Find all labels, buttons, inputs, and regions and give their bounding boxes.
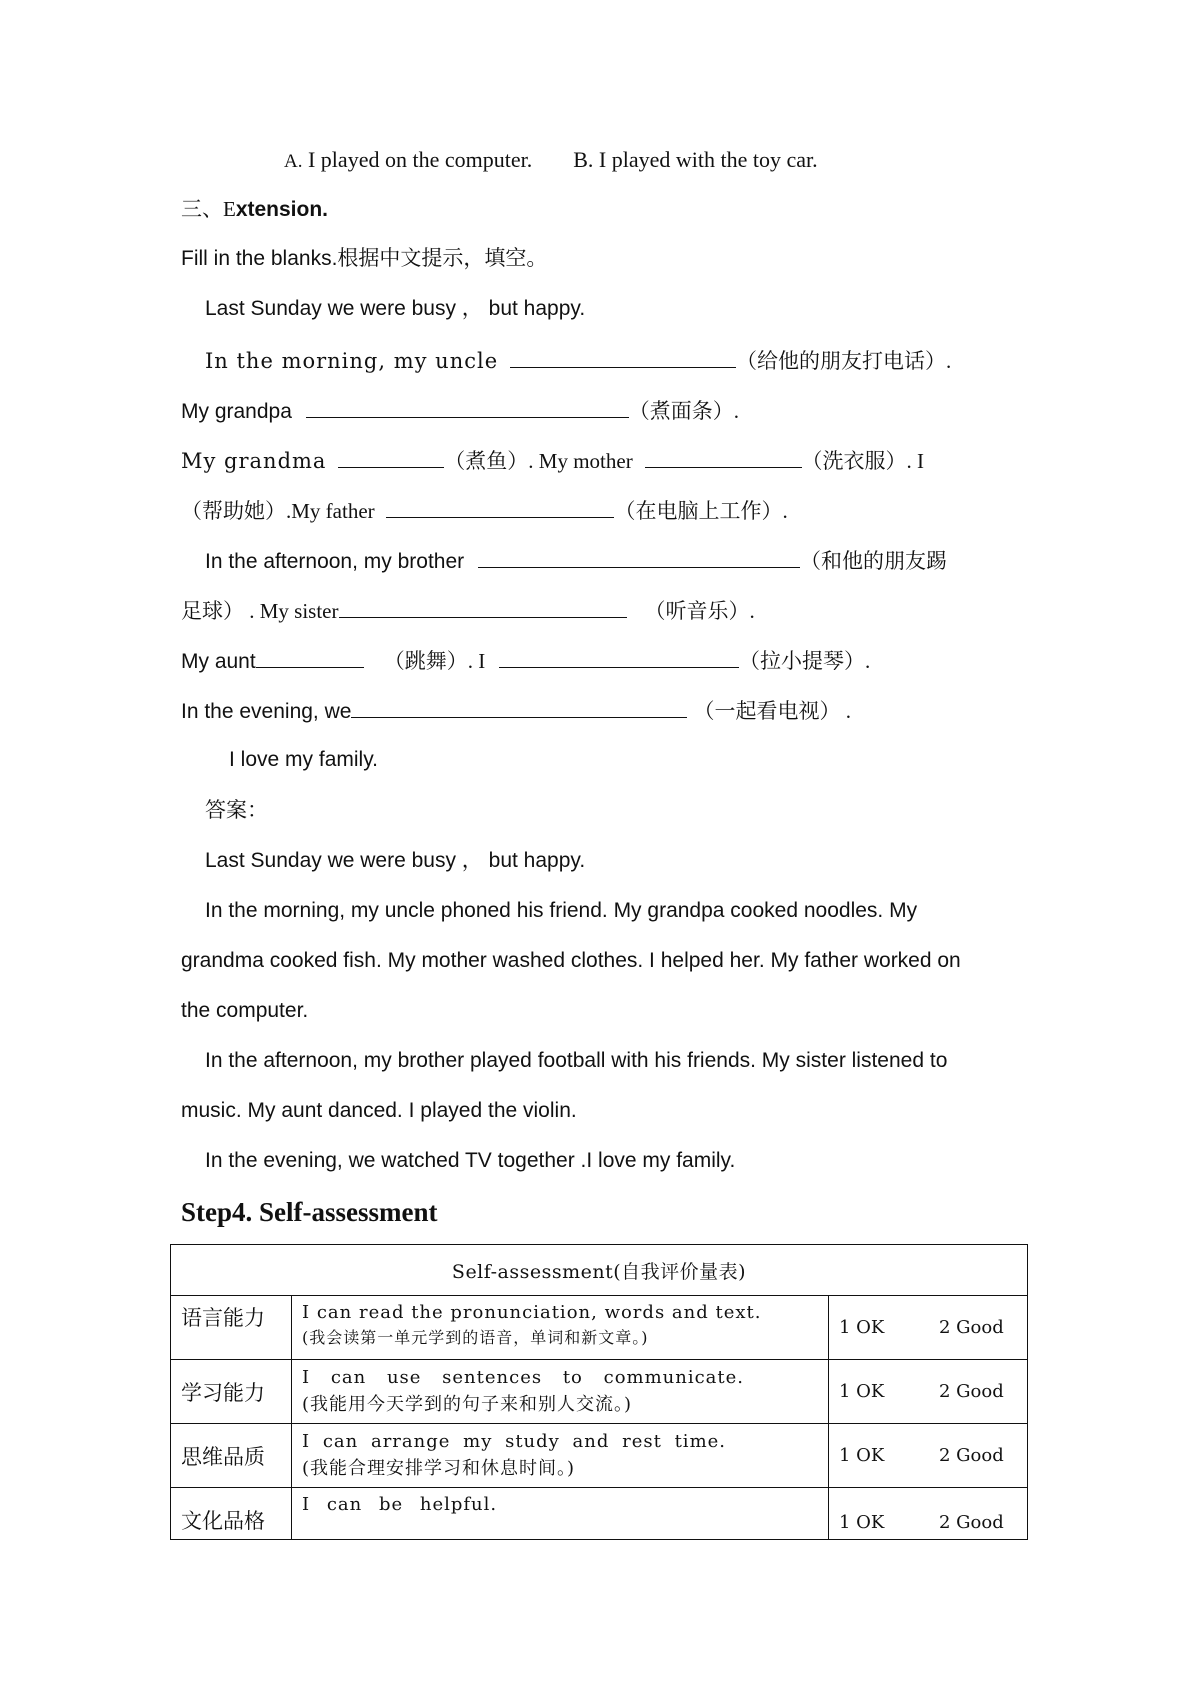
instruction: Fill in the blanks.根据中文提示，填空。: [181, 247, 548, 270]
blank-sister[interactable]: [339, 595, 627, 618]
blank-brother[interactable]: [478, 545, 800, 568]
hint-text: （煮面条）.: [628, 399, 739, 423]
rating-good[interactable]: 2 Good: [939, 1317, 1004, 1338]
rating-cell: [829, 1296, 1028, 1360]
answer-line-5: In the afternoon, my brother played football with his friends. My sister listened to: [205, 1049, 948, 1072]
exercise-line-1: Last Sunday we were busy ， but happy.: [205, 297, 586, 320]
ability-cell: 文化品格: [171, 1488, 292, 1540]
rating-good[interactable]: 2 Good: [939, 1512, 1004, 1533]
rating-ok[interactable]: 1 OK: [839, 1512, 885, 1533]
hint-text: （洗衣服）. I: [801, 449, 925, 473]
rating-ok[interactable]: 1 OK: [839, 1445, 885, 1466]
section-prefix: 三、E: [181, 197, 236, 221]
answer-label: 答案：: [205, 798, 268, 822]
option-b-letter: B.: [573, 147, 594, 172]
option-a-letter: A.: [284, 151, 303, 172]
table-row: [171, 1424, 1028, 1488]
blank-grandpa[interactable]: [306, 395, 629, 418]
option-line: [284, 146, 818, 176]
self-assessment-table: [170, 1244, 1028, 1540]
table-row: [171, 1296, 1028, 1360]
section-title: xtension.: [235, 198, 329, 221]
exercise-text: My grandpa: [181, 400, 292, 423]
hint-text: （在电脑上工作）.: [614, 499, 788, 523]
exercise-text: My aunt: [181, 650, 256, 673]
description-cell: [292, 1360, 829, 1424]
description-text: I can be helpful.: [302, 1494, 498, 1515]
blank-aunt[interactable]: [256, 645, 364, 668]
option-a-text: I played on the computer.: [307, 147, 533, 172]
hint-text: （煮鱼）. My mother: [444, 449, 633, 473]
exercise-line-10: I love my family.: [229, 748, 378, 771]
rating-good[interactable]: 2 Good: [939, 1381, 1004, 1402]
rating-cell: [829, 1488, 1028, 1540]
blank-mother[interactable]: [645, 445, 802, 468]
description-cell: [292, 1424, 829, 1488]
answer-line-4: the computer.: [181, 999, 309, 1022]
exercise-line-4: [181, 445, 924, 476]
ability-cell: 思维品质: [171, 1424, 292, 1488]
exercise-line-3: [181, 395, 739, 426]
rating-ok[interactable]: 1 OK: [839, 1317, 885, 1338]
hint-text: （给他的朋友打电话）.: [735, 349, 952, 373]
blank-uncle[interactable]: [510, 345, 736, 368]
option-b-text: I played with the toy car.: [598, 147, 818, 172]
answer-line-2: In the morning, my uncle phoned his friend. My grandpa cooked noodles. My: [205, 899, 918, 922]
blank-evening[interactable]: [351, 695, 687, 718]
description-cell: [292, 1488, 829, 1540]
description-cn: (我会读第一单元学到的语音，单词和新文章。): [302, 1328, 649, 1347]
hint-text: 足球） . My sister: [181, 599, 339, 623]
answer-line-7: In the evening, we watched TV together .I love my family.: [205, 1149, 736, 1172]
description-cell: [292, 1296, 829, 1360]
rating-cell: [829, 1424, 1028, 1488]
description-cn: (我能合理安排学习和休息时间。): [302, 1458, 576, 1479]
table-row: [171, 1360, 1028, 1424]
ability-cell: 语言能力: [171, 1296, 292, 1360]
rating-cell: [829, 1360, 1028, 1424]
hint-text: （跳舞）. I: [383, 649, 486, 673]
blank-violin[interactable]: [499, 645, 739, 668]
table-title: Self-assessment(自我评价量表): [171, 1245, 1028, 1296]
blank-grandma[interactable]: [338, 445, 444, 468]
description-text: I can arrange my study and rest time.: [302, 1431, 727, 1452]
exercise-line-6: [205, 545, 947, 576]
exercise-line-7: [181, 595, 755, 626]
rating-good[interactable]: 2 Good: [939, 1445, 1004, 1466]
hint-text: （和他的朋友踢: [800, 549, 947, 573]
answer-line-3: grandma cooked fish. My mother washed clothes. I helped her. My father worked on: [181, 949, 961, 972]
ability-cell: 学习能力: [171, 1360, 292, 1424]
hint-text: （拉小提琴）.: [739, 649, 871, 673]
step-heading: Step4. Self-assessment: [181, 1197, 438, 1227]
exercise-line-9: [181, 695, 851, 726]
description-cn: (我能用今天学到的句子来和别人交流。): [302, 1394, 633, 1415]
table-row: [171, 1488, 1028, 1540]
exercise-line-8: [181, 645, 870, 676]
description-text: I can read the pronunciation, words and text.: [302, 1302, 762, 1323]
exercise-text: In the evening, we: [181, 700, 352, 723]
exercise-text: My grandma: [181, 449, 327, 473]
rating-ok[interactable]: 1 OK: [839, 1381, 885, 1402]
section-heading: [181, 195, 328, 224]
exercise-text: In the afternoon, my brother: [205, 550, 465, 573]
answer-line-6: music. My aunt danced. I played the violin.: [181, 1099, 577, 1122]
hint-text: （听音乐）.: [644, 599, 755, 623]
description-text: I can use sentences to communicate.: [302, 1367, 745, 1388]
blank-father[interactable]: [386, 495, 614, 518]
exercise-text: In the morning, my uncle: [205, 349, 499, 373]
hint-text: （一起看电视） .: [693, 699, 851, 723]
exercise-line-2: [205, 345, 951, 376]
exercise-line-5: [181, 495, 788, 526]
answer-line-1: Last Sunday we were busy ， but happy.: [205, 849, 586, 872]
hint-text: （帮助她）.My father: [181, 499, 375, 523]
